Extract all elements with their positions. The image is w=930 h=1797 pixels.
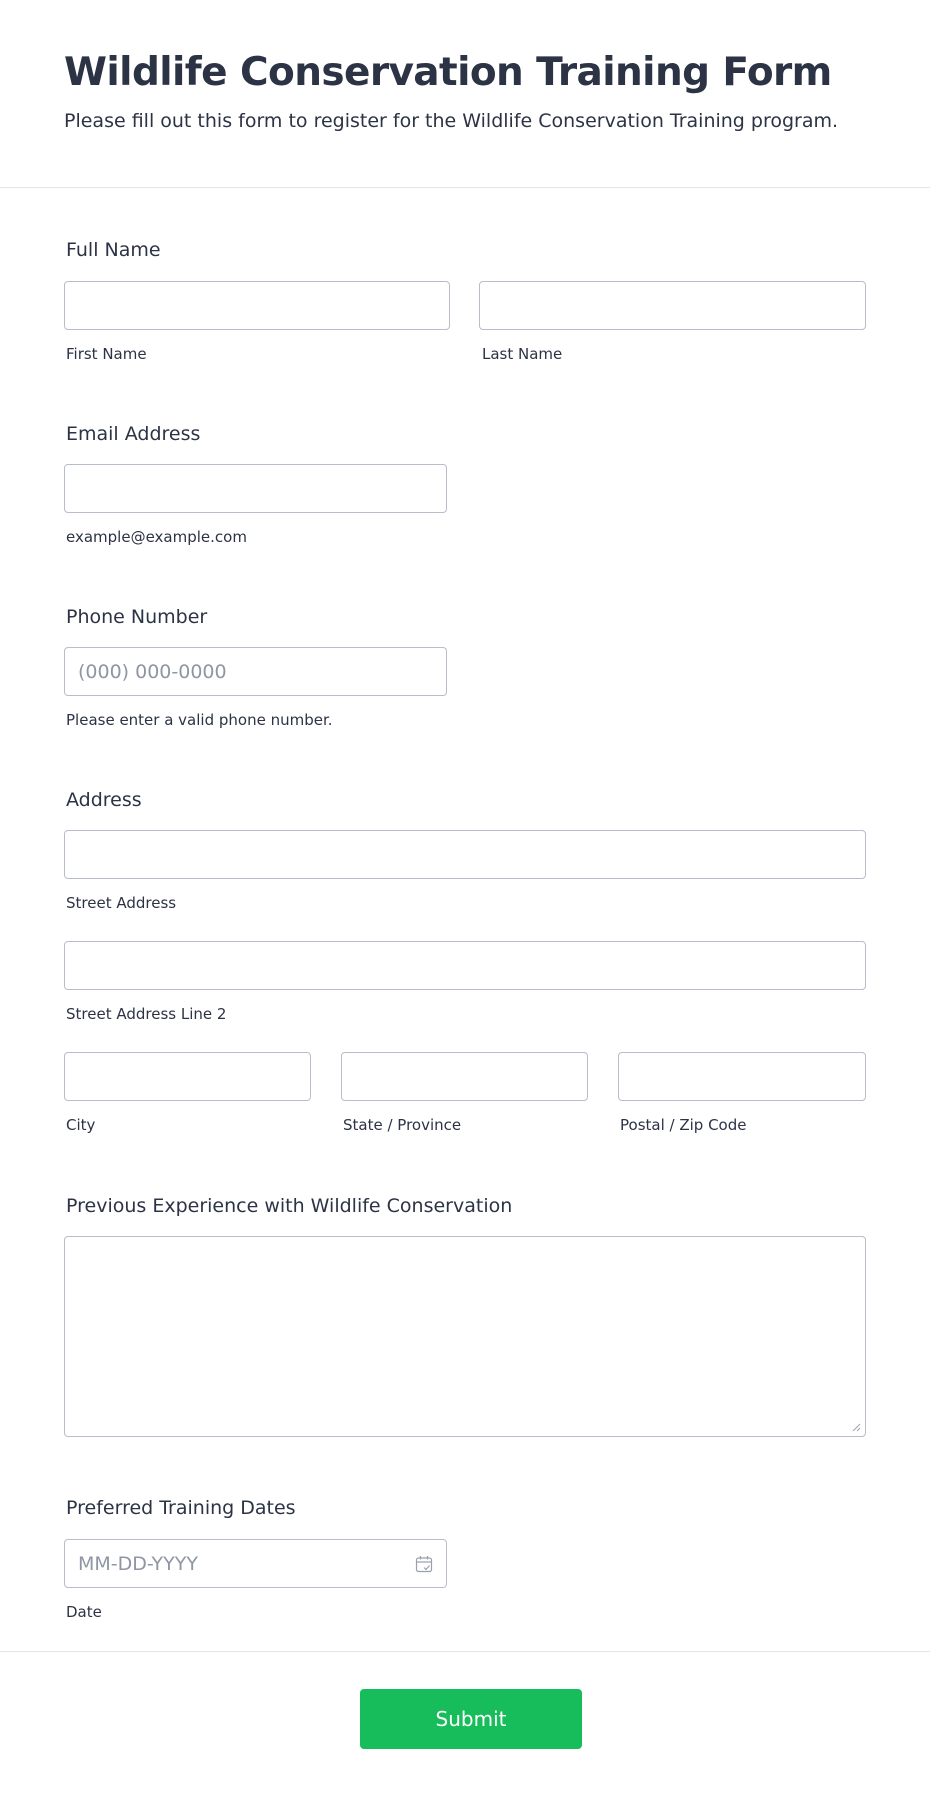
- footer-divider: [0, 1651, 930, 1652]
- email-hint: example@example.com: [66, 528, 247, 546]
- phone-placeholder: (000) 000-0000: [78, 661, 227, 683]
- phone-label: Phone Number: [66, 606, 208, 628]
- zip-sublabel: Postal / Zip Code: [620, 1116, 747, 1134]
- email-label: Email Address: [66, 423, 201, 445]
- date-sublabel: Date: [66, 1603, 102, 1621]
- email-input[interactable]: [64, 464, 447, 513]
- city-sublabel: City: [66, 1116, 96, 1134]
- calendar-icon[interactable]: [415, 1555, 433, 1573]
- training-dates-label: Preferred Training Dates: [66, 1497, 296, 1519]
- address-label: Address: [66, 789, 142, 811]
- city-input[interactable]: [64, 1052, 311, 1101]
- state-input[interactable]: [341, 1052, 588, 1101]
- phone-input[interactable]: [64, 647, 447, 696]
- first-name-sublabel: First Name: [66, 345, 147, 363]
- street-address-input[interactable]: [64, 830, 866, 879]
- zip-input[interactable]: [618, 1052, 866, 1101]
- form-title: Wildlife Conservation Training Form: [64, 50, 832, 95]
- full-name-label: Full Name: [66, 239, 161, 261]
- state-sublabel: State / Province: [343, 1116, 462, 1134]
- experience-textarea[interactable]: [64, 1236, 866, 1437]
- resize-handle-icon[interactable]: [852, 1423, 861, 1432]
- street-address-sublabel: Street Address: [66, 894, 177, 912]
- last-name-sublabel: Last Name: [482, 345, 563, 363]
- experience-label: Previous Experience with Wildlife Conservation: [66, 1195, 513, 1217]
- last-name-input[interactable]: [479, 281, 866, 330]
- form-header: [0, 0, 930, 188]
- street-address-line2-sublabel: Street Address Line 2: [66, 1005, 227, 1023]
- form-subtitle: Please fill out this form to register for the Wildlife Conservation Training program.: [64, 110, 839, 132]
- date-placeholder: MM-DD-YYYY: [78, 1553, 198, 1575]
- submit-button[interactable]: Submit: [360, 1689, 582, 1749]
- date-input[interactable]: [64, 1539, 447, 1588]
- street-address-line2-input[interactable]: [64, 941, 866, 990]
- first-name-input[interactable]: [64, 281, 450, 330]
- phone-hint: Please enter a valid phone number.: [66, 711, 333, 729]
